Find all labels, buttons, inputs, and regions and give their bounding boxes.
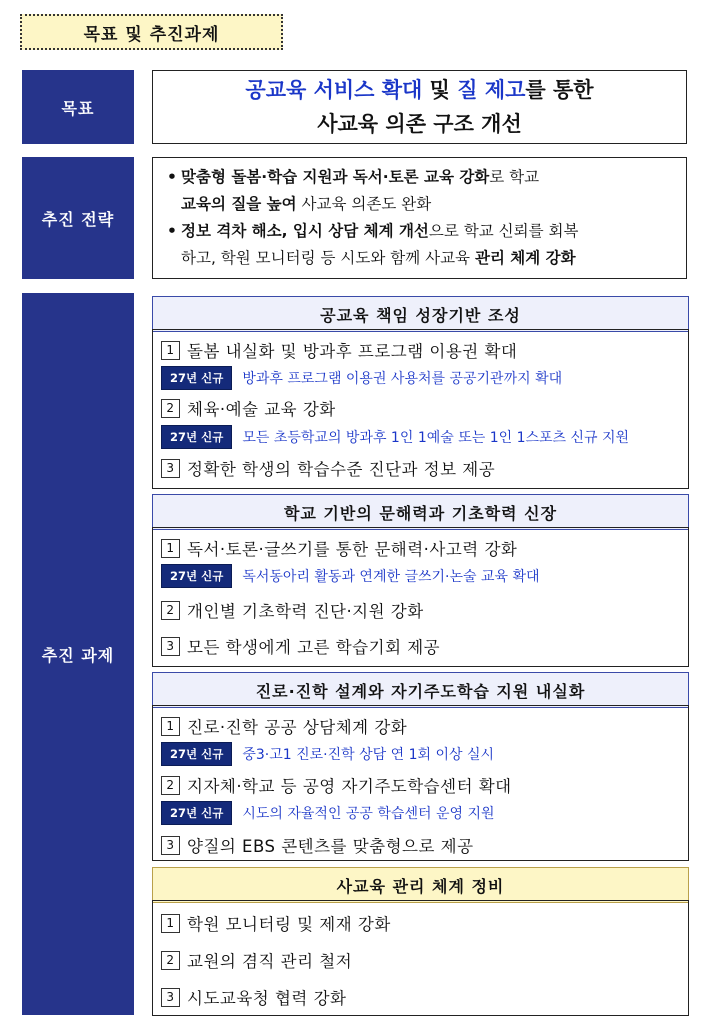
item-number: 1 xyxy=(161,914,180,933)
strategy-bullet-2-line2-bold: 관리 체계 강화 xyxy=(474,249,576,267)
task-item xyxy=(161,598,424,622)
tasks-label: 추진 과제 xyxy=(22,293,134,1015)
task-group-1-body xyxy=(152,329,689,489)
task-subitem xyxy=(161,366,562,390)
item-number: 1 xyxy=(161,341,180,360)
new-badge: 27년 신규 xyxy=(161,564,232,588)
strategy-bullet-2-bold: 정보 격차 해소, 입시 상담 체계 개선 xyxy=(181,222,429,240)
task-item xyxy=(161,634,440,658)
goal-line-2: 사교육 의존 구조 개선 xyxy=(317,112,522,136)
strategy-bullet-2-line2-text: 하고, 학원 모니터링 등 시도와 함께 사교육 xyxy=(181,249,475,267)
item-text: 진로·진학 공공 상담체계 강화 xyxy=(187,718,408,737)
new-badge: 27년 신규 xyxy=(161,425,232,449)
task-item xyxy=(161,456,495,480)
strategy-bullet-1-line2-bold: 교육의 질을 높여 xyxy=(181,195,297,213)
task-item xyxy=(161,714,407,738)
tasks-container xyxy=(152,293,687,1015)
goal-line-1 xyxy=(245,73,593,107)
task-item xyxy=(161,338,517,362)
subitem-text: 시도의 자율적인 공공 학습센터 운영 지원 xyxy=(242,806,495,822)
item-number: 2 xyxy=(161,601,180,620)
strategy-bullet-1 xyxy=(167,164,678,218)
item-number: 3 xyxy=(161,988,180,1007)
task-subitem xyxy=(161,564,540,588)
task-subitem xyxy=(161,801,495,825)
new-badge: 27년 신규 xyxy=(161,801,232,825)
task-item xyxy=(161,536,517,560)
item-number: 1 xyxy=(161,539,180,558)
strategy-box xyxy=(152,157,687,279)
item-number: 3 xyxy=(161,637,180,656)
item-text: 돌봄 내실화 및 방과후 프로그램 이용권 확대 xyxy=(187,342,518,361)
task-group-2-title: 학교 기반의 문해력과 기초학력 신장 xyxy=(152,494,689,530)
strategy-bullet-2-text: 으로 학교 신뢰를 회복 xyxy=(428,222,579,240)
item-text: 개인별 기초학력 진단·지원 강화 xyxy=(187,602,424,621)
task-item xyxy=(161,396,336,420)
task-group-3-title: 진로·진학 설계와 자기주도학습 지원 내실화 xyxy=(152,672,689,708)
task-item xyxy=(161,985,346,1009)
subitem-text: 모든 초등학교의 방과후 1인 1예술 또는 1인 1스포츠 신규 지원 xyxy=(242,430,630,446)
strategy-bullet-1-text: 로 학교 xyxy=(489,168,540,186)
item-number: 2 xyxy=(161,951,180,970)
new-badge: 27년 신규 xyxy=(161,742,232,766)
strategy-label: 추진 전략 xyxy=(22,157,134,279)
goal-box xyxy=(152,70,687,144)
item-text: 지자체·학교 등 공영 자기주도학습센터 확대 xyxy=(187,777,512,796)
item-text: 시도교육청 협력 강화 xyxy=(187,989,347,1008)
task-group-2-body xyxy=(152,527,689,667)
subitem-text: 중3·고1 진로·진학 상담 연 1회 이상 실시 xyxy=(242,747,495,763)
item-text: 학원 모니터링 및 제재 강화 xyxy=(187,915,391,934)
goal-highlight-2: 질 제고 xyxy=(457,78,526,102)
task-group-4-title: 사교육 관리 체계 정비 xyxy=(152,867,689,903)
new-badge: 27년 신규 xyxy=(161,366,232,390)
item-text: 양질의 EBS 콘텐츠를 맞춤형으로 제공 xyxy=(187,837,474,856)
page-title: 목표 및 추진과제 xyxy=(20,14,283,50)
item-number: 1 xyxy=(161,717,180,736)
task-item xyxy=(161,833,474,857)
goal-label: 목표 xyxy=(22,70,134,144)
item-number: 3 xyxy=(161,459,180,478)
item-number: 2 xyxy=(161,399,180,418)
task-group-1-title: 공교육 책임 성장기반 조성 xyxy=(152,296,689,332)
strategy-bullet-1-bold: 맞춤형 돌봄·학습 지원과 독서·토론 교육 강화 xyxy=(181,168,490,186)
item-text: 모든 학생에게 고른 학습기회 제공 xyxy=(187,638,441,657)
task-group-4-body xyxy=(152,900,689,1016)
task-item xyxy=(161,948,352,972)
subitem-text: 방과후 프로그램 이용권 사용처를 공공기관까지 확대 xyxy=(242,371,563,387)
item-text: 교원의 겸직 관리 철저 xyxy=(187,952,353,971)
goal-suffix: 를 통한 xyxy=(525,78,594,102)
item-number: 2 xyxy=(161,776,180,795)
strategy-bullet-1-line2-text: 사교육 의존도 완화 xyxy=(296,195,432,213)
item-number: 3 xyxy=(161,836,180,855)
item-text: 체육·예술 교육 강화 xyxy=(187,400,336,419)
task-item xyxy=(161,911,391,935)
item-text: 독서·토론·글쓰기를 통한 문해력·사고력 강화 xyxy=(187,540,518,559)
task-item xyxy=(161,773,512,797)
goal-connector: 및 xyxy=(422,78,458,102)
strategy-bullet-2 xyxy=(167,218,678,272)
task-group-3-body xyxy=(152,705,689,861)
task-subitem xyxy=(161,742,494,766)
goal-highlight-1: 공교육 서비스 확대 xyxy=(245,78,423,102)
subitem-text: 독서동아리 활동과 연계한 글쓰기·논술 교육 확대 xyxy=(242,569,540,585)
item-text: 정확한 학생의 학습수준 진단과 정보 제공 xyxy=(187,460,496,479)
task-subitem xyxy=(161,425,629,449)
